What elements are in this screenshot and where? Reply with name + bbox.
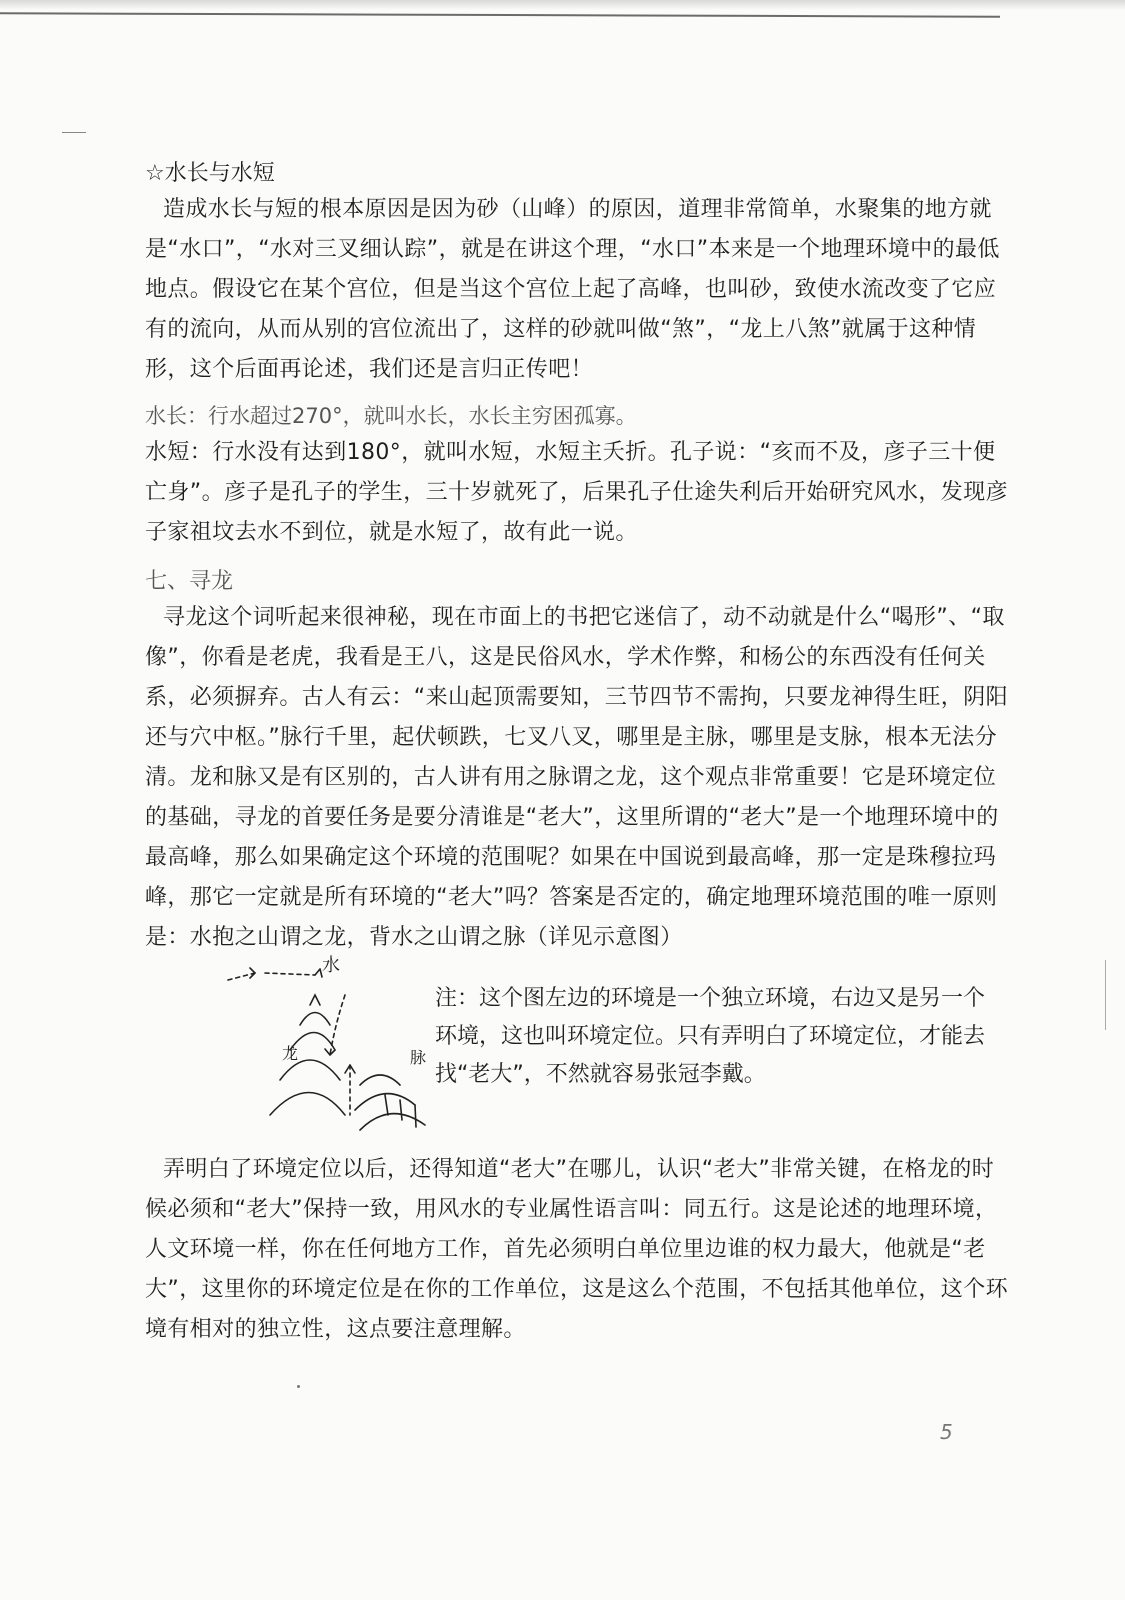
mountain-water-sketch <box>210 955 440 1155</box>
ink-dot <box>297 1385 300 1388</box>
sketch-label-mai: 脉 <box>410 1048 427 1067</box>
paragraph-xunlong: 寻龙这个词听起来很神秘，现在市面上的书把它迷信了，动不动就是什么“喝形”、“取像”，你看是老虎，我看是王八，这是民俗风水，学术作弊，和杨公的东西没有任何关系，必须摒弃。古人有云：“来山起顶需要知，三节四节不需拘，只要龙神得生旺，阴阳还与穴中枢。”脉行千里，起伏顿跌，七叉八叉，哪里是主脉，哪里是支脉，根本无法分清。龙和脉又是有区别的，古人讲有用之脉谓之龙，这个观点非常重要！它是环境定位的基础，寻龙的首要任务是要分清谁是“老大”，这里所谓的“老大”是一个地理环境中的最高峰，那么如果确定这个环境的范围呢？如果在中国说到最高峰，那一定是珠穆拉玛峰，那它一定就是所有环境的“老大”吗？答案是否定的，确定地理环境范围的唯一原则是：水抱之山谓之龙，背水之山谓之脉（详见示意图） <box>145 605 1009 950</box>
side-margin-mark <box>1105 960 1106 1030</box>
water-definitions <box>145 400 1015 553</box>
section-title-water: ☆水长与水短 <box>145 161 275 186</box>
sketch-label-water: 水 <box>322 955 340 976</box>
scan-top-line <box>0 12 1000 17</box>
sketch-svg <box>210 955 440 1155</box>
scan-shadow <box>0 0 1125 10</box>
page-number: 5 <box>940 1420 953 1444</box>
water-short-text: 水短：行水没有达到180°，就叫水短，水短主夭折。孔子说：“亥而不及，彦子三十便亡身”。彦子是孔子的学生，三十岁就死了，后果孔子仕途失利后开始研究风水，发现彦子家祖坟去水不到位，就是水短了，故有此一说。 <box>145 440 1009 545</box>
paragraph-environment: 弄明白了环境定位以后，还得知道“老大”在哪儿，认识“老大”非常关键，在格龙的时候必须和“老大”保持一致，用风水的专业属性语言叫：同五行。这是论述的地理环境，人文环境一样，你在任何地方工作，首先必须明白单位里边谁的权力最大，他就是“老大”，这里你的环境定位是在你的工作单位，这是这么个范围，不包括其他单位，这个环境有相对的独立性，这点要注意理解。 <box>145 1157 1009 1342</box>
margin-mark <box>62 132 86 133</box>
section-title-xunlong: 七、寻龙 <box>145 569 234 594</box>
figure-note: 注：这个图左边的环境是一个独立环境，右边又是另一个环境，这也叫环境定位。只有弄明白了环境定位，才能去找“老大”，不然就容易张冠李戴。 <box>435 986 986 1087</box>
water-long-text: 水长：行水超过270°，就叫水长，水长主穷困孤寡。 <box>145 404 637 428</box>
sketch-label-long: 龙 <box>282 1044 299 1063</box>
paragraph-water: 造成水长与短的根本原因是因为砂（山峰）的原因，道理非常简单，水聚集的地方就是“水口”，“水对三叉细认踪”，就是在讲这个理，“水口”本来是一个地理环境中的最低地点。假设它在某个宫位，但是当这个宫位上起了高峰，也叫砂，致使水流改变了它应有的流向，从而从别的宫位流出了，这样的砂就叫做“煞”，“龙上八煞”就属于这种情形，这个后面再论述，我们还是言归正传吧！ <box>145 197 1000 382</box>
